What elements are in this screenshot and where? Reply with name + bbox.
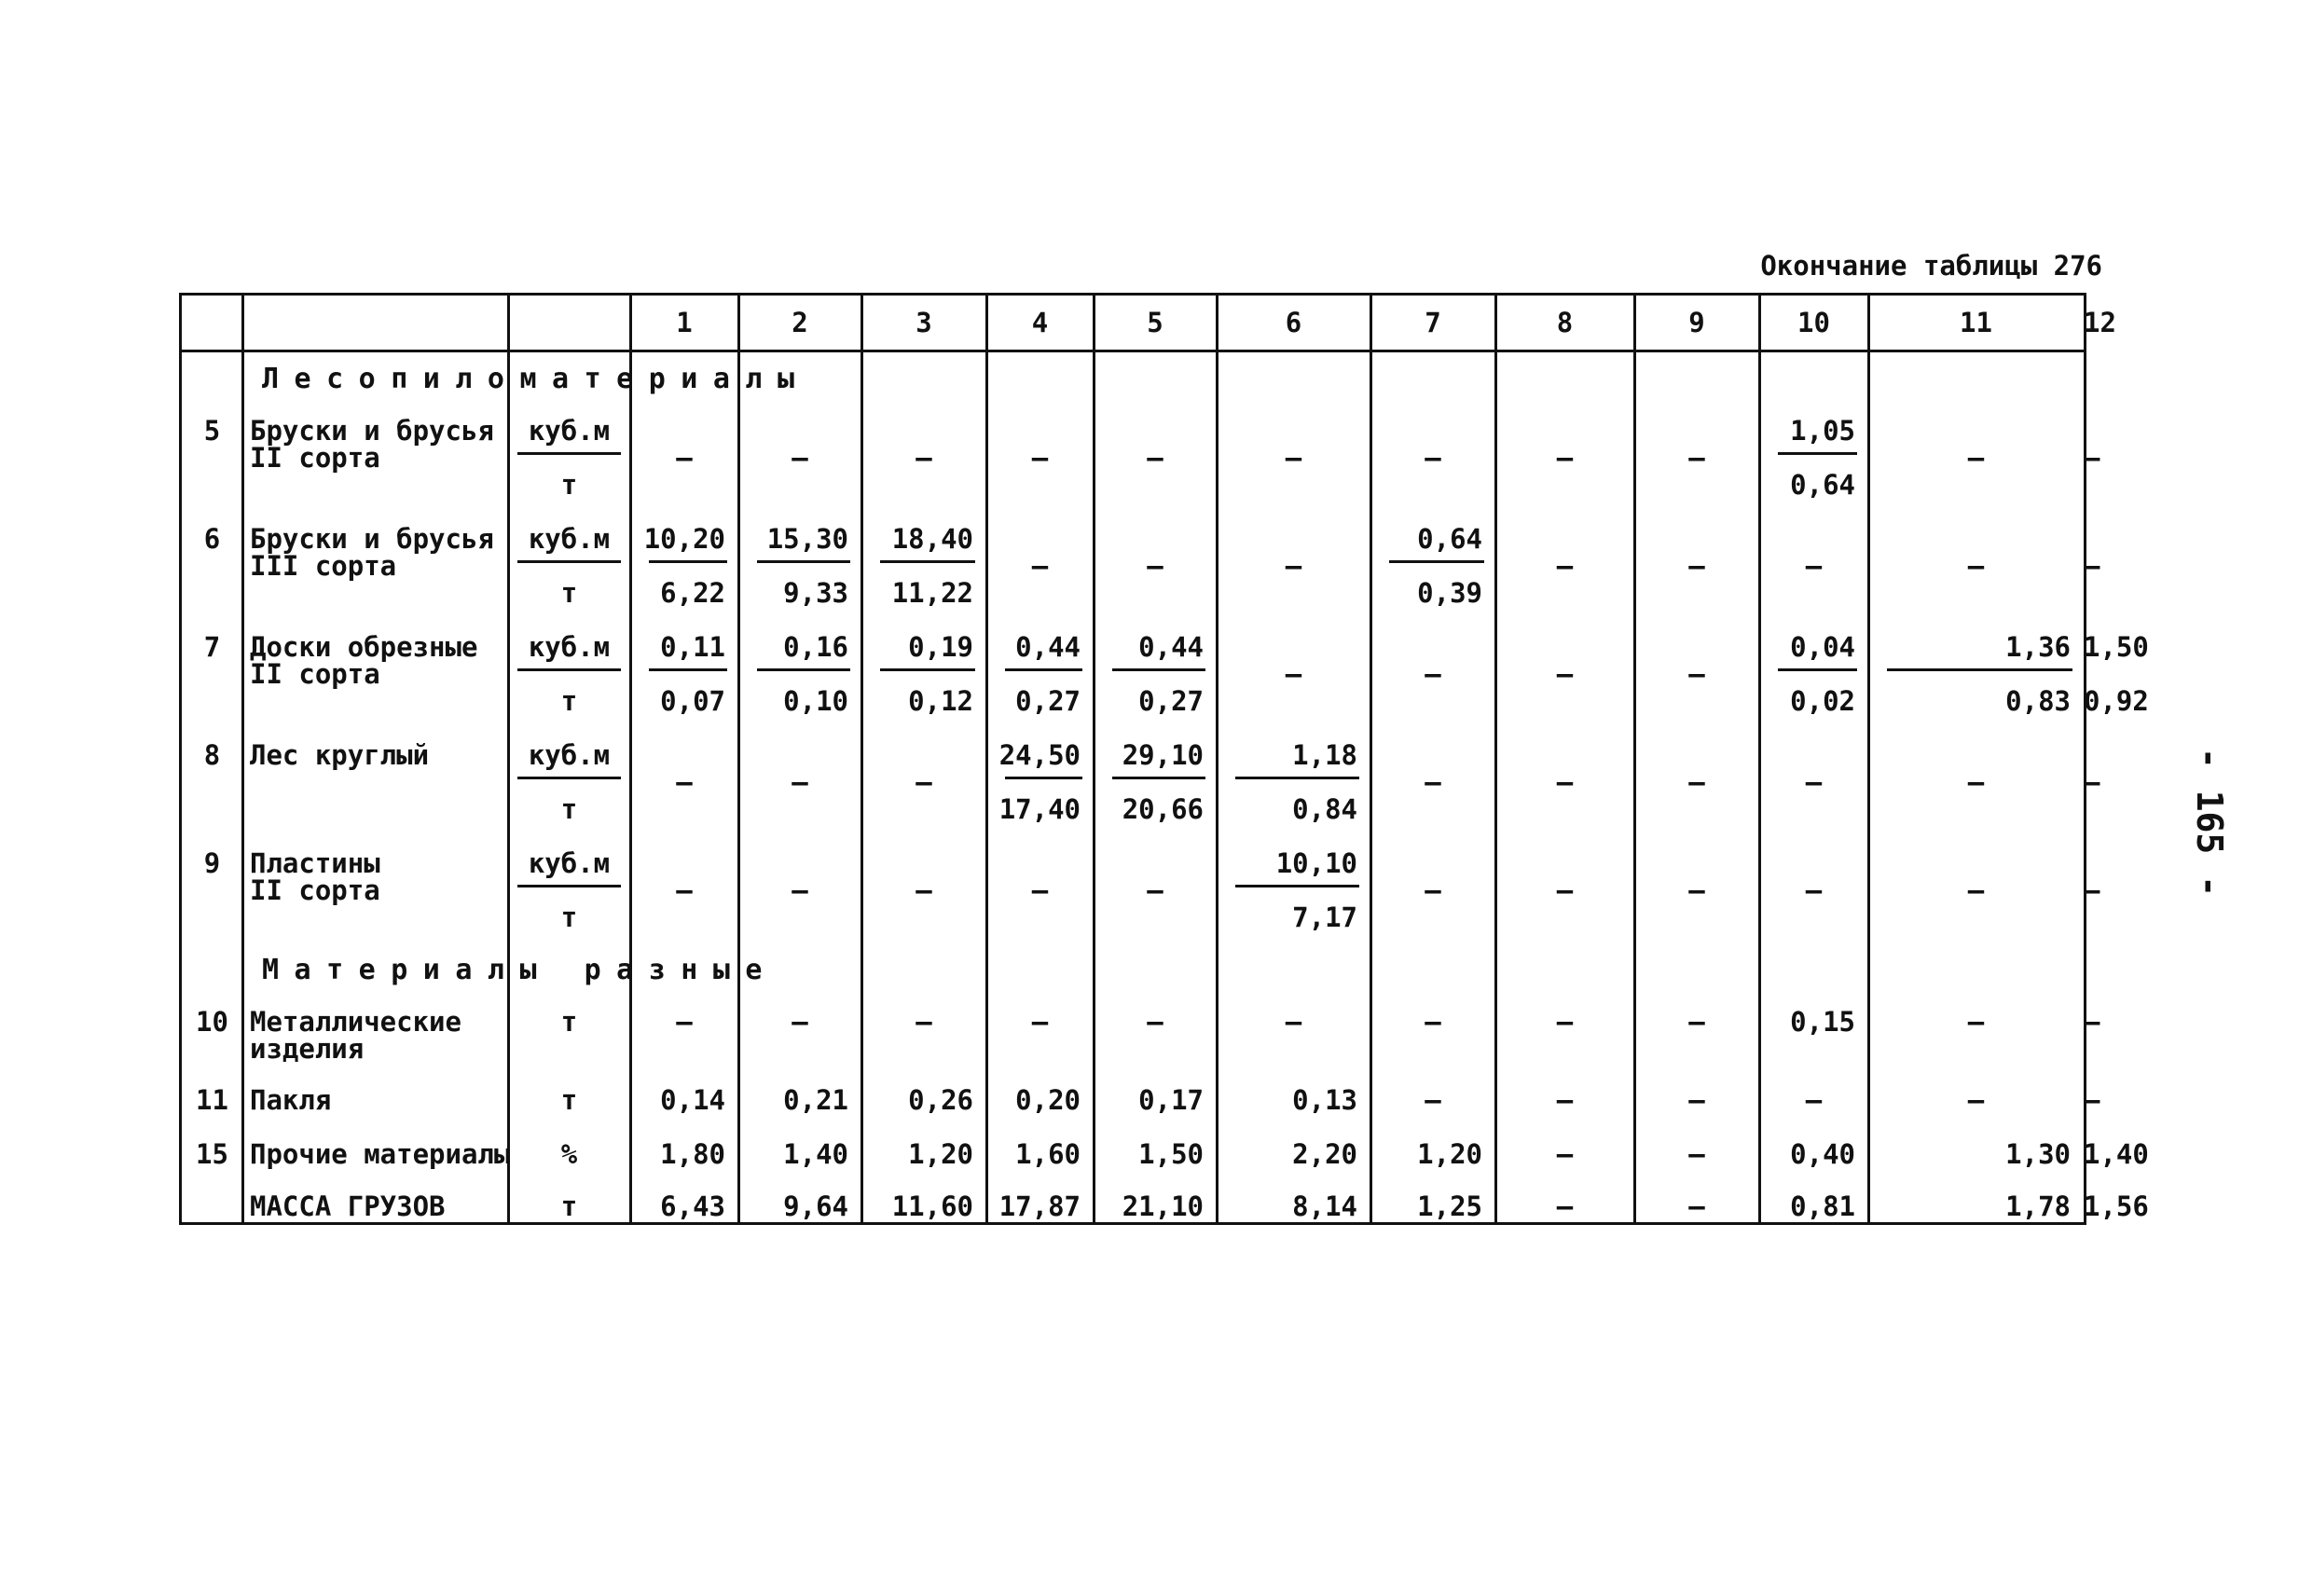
row-number: 15 [196, 1138, 228, 1170]
value-cell: 0,14 [660, 1084, 725, 1116]
value-cell: 6,22 [660, 577, 725, 609]
value-cell: – [1688, 766, 1705, 798]
header-col-5: 5 [1147, 307, 1163, 338]
column-divider [1633, 296, 1636, 1222]
value-cell: – [1967, 1084, 1985, 1116]
value-cell: – [1285, 550, 1302, 582]
value-cell: 9,64 [783, 1190, 848, 1222]
header-col-8: 8 [1556, 307, 1574, 338]
value-cell: 1,20 [1417, 1138, 1482, 1170]
section-title: Материалы разные [262, 954, 778, 986]
value-cell: – [1556, 1006, 1574, 1038]
value-cell: 21,10 [1122, 1190, 1204, 1222]
value-cell: – [916, 1006, 932, 1038]
value-cell: – [676, 442, 693, 474]
value-cell: – [2084, 550, 2100, 582]
value-cell: – [1688, 1084, 1705, 1116]
value-cell: – [1967, 1006, 1985, 1038]
material-name: II сорта [250, 874, 380, 906]
value-cell: – [1967, 766, 1985, 798]
row-number: 11 [196, 1084, 228, 1116]
value-cell: 1,36 [2005, 631, 2071, 663]
header-col-12: 12 [2084, 307, 2116, 338]
material-name: II сорта [250, 658, 380, 690]
value-cell: 0,10 [783, 685, 848, 717]
value-cell: 1,25 [1417, 1190, 1482, 1222]
value-cell: 0,02 [1790, 685, 1855, 717]
value-cell: – [1556, 658, 1574, 690]
value-cell: – [1688, 1006, 1705, 1038]
value-cell: 18,40 [891, 523, 973, 555]
unit-label: т [560, 1006, 578, 1038]
value-cell: 29,10 [1122, 739, 1204, 771]
value-cell: – [1688, 442, 1705, 474]
value-cell: – [792, 766, 808, 798]
value-cell: – [1147, 1006, 1163, 1038]
unit-label: т [560, 1190, 578, 1222]
value-cell: 1,60 [1015, 1138, 1081, 1170]
value-cell: – [1425, 442, 1441, 474]
value-cell: 11,60 [891, 1190, 973, 1222]
value-cell: – [1805, 550, 1823, 582]
value-cell: 1,40 [783, 1138, 848, 1170]
fraction-bar [517, 452, 621, 455]
value-cell: 0,39 [1417, 577, 1482, 609]
unit-label: т [560, 469, 578, 501]
fraction-bar [517, 777, 621, 779]
fraction-bar [517, 668, 621, 671]
value-cell: 0,84 [1292, 793, 1357, 825]
material-name: Лес круглый [250, 739, 430, 771]
value-cell: 17,40 [998, 793, 1081, 825]
header-col-3: 3 [916, 307, 932, 338]
value-cell: 6,43 [660, 1190, 725, 1222]
value-cell: – [1805, 1084, 1823, 1116]
row-number: 7 [203, 631, 221, 663]
fraction-bar [1778, 668, 1857, 671]
fraction-bar [1112, 668, 1205, 671]
value-cell: 1,56 [2084, 1190, 2149, 1222]
header-col-6: 6 [1285, 307, 1302, 338]
column-divider [737, 296, 740, 1222]
material-name: МАССА ГРУЗОВ [250, 1190, 446, 1222]
value-cell: – [1967, 550, 1985, 582]
value-cell: – [676, 766, 693, 798]
value-cell: 0,13 [1292, 1084, 1357, 1116]
value-cell: 0,15 [1790, 1006, 1855, 1038]
value-cell: 0,19 [908, 631, 973, 663]
value-cell: 10,10 [1275, 847, 1357, 879]
value-cell: – [676, 1006, 693, 1038]
header-col-9: 9 [1688, 307, 1705, 338]
value-cell: – [2084, 874, 2100, 906]
value-cell: 17,87 [998, 1190, 1081, 1222]
value-cell: – [1425, 766, 1441, 798]
column-divider [1867, 296, 1870, 1222]
value-cell: – [1556, 874, 1574, 906]
material-name: Бруски и брусья [250, 415, 494, 447]
value-cell: – [1688, 1138, 1705, 1170]
value-cell: – [2084, 1006, 2100, 1038]
value-cell: – [916, 874, 932, 906]
header-col-10: 10 [1797, 307, 1830, 338]
material-name: III сорта [250, 550, 397, 582]
value-cell: – [1031, 550, 1049, 582]
value-cell: – [1031, 442, 1049, 474]
value-cell: 15,30 [766, 523, 848, 555]
value-cell: – [1805, 766, 1823, 798]
value-cell: – [792, 442, 808, 474]
value-cell: – [1031, 1006, 1049, 1038]
unit-label: куб.м [528, 523, 611, 555]
value-cell: – [1425, 1084, 1441, 1116]
value-cell: 0,64 [1790, 469, 1855, 501]
fraction-bar [880, 668, 975, 671]
value-cell: – [1425, 874, 1441, 906]
value-cell: – [1556, 442, 1574, 474]
value-cell: 1,05 [1790, 415, 1855, 447]
value-cell: – [1285, 658, 1302, 690]
header-col-1: 1 [676, 307, 693, 338]
value-cell: – [916, 766, 932, 798]
unit-label: % [560, 1138, 578, 1170]
value-cell: 0,11 [660, 631, 725, 663]
row-number: 10 [196, 1006, 228, 1038]
fraction-bar [1005, 668, 1082, 671]
value-cell: – [1688, 658, 1705, 690]
value-cell: 0,27 [1015, 685, 1081, 717]
value-cell: – [1556, 550, 1574, 582]
row-number: 8 [203, 739, 221, 771]
value-cell: – [1285, 442, 1302, 474]
fraction-bar [1112, 777, 1205, 779]
unit-label: куб.м [528, 739, 611, 771]
value-cell: 1,18 [1292, 739, 1357, 771]
fraction-bar [1887, 668, 2072, 671]
value-cell: – [1688, 874, 1705, 906]
value-cell: 0,12 [908, 685, 973, 717]
value-cell: – [1425, 1006, 1441, 1038]
value-cell: – [1425, 658, 1441, 690]
value-cell: – [916, 442, 932, 474]
column-divider [860, 296, 863, 1222]
header-col-7: 7 [1425, 307, 1441, 338]
section-title: Лесопиломатериалы [262, 363, 810, 395]
header-col-4: 4 [1031, 307, 1049, 338]
value-cell: – [1688, 1190, 1705, 1222]
fraction-bar [880, 560, 975, 563]
value-cell: – [1805, 874, 1823, 906]
value-cell: 0,20 [1015, 1084, 1081, 1116]
value-cell: – [792, 874, 808, 906]
value-cell: – [676, 874, 693, 906]
material-name: Пакля [250, 1084, 332, 1116]
value-cell: 11,22 [891, 577, 973, 609]
value-cell: – [1556, 1190, 1574, 1222]
fraction-bar [649, 560, 727, 563]
fraction-bar [517, 885, 621, 887]
value-cell: – [1967, 442, 1985, 474]
value-cell: 7,17 [1292, 901, 1357, 933]
value-cell: 0,40 [1790, 1138, 1855, 1170]
fraction-bar [517, 560, 621, 563]
value-cell: 0,21 [783, 1084, 848, 1116]
value-cell: 20,66 [1122, 793, 1204, 825]
row-number: 9 [203, 847, 221, 879]
material-name: Бруски и брусья [250, 523, 494, 555]
unit-label: куб.м [528, 847, 611, 879]
value-cell: 1,50 [1138, 1138, 1204, 1170]
row-number: 6 [203, 523, 221, 555]
header-col-11: 11 [1960, 307, 1992, 338]
unit-label: т [560, 793, 578, 825]
value-cell: – [1147, 874, 1163, 906]
value-cell: – [2084, 766, 2100, 798]
fraction-bar [1005, 777, 1082, 779]
unit-label: т [560, 685, 578, 717]
unit-label: куб.м [528, 415, 611, 447]
value-cell: 1,20 [908, 1138, 973, 1170]
value-cell: – [1556, 1084, 1574, 1116]
data-table [179, 293, 2149, 1225]
fraction-bar [649, 668, 727, 671]
header-divider [182, 350, 2084, 352]
unit-label: т [560, 1084, 578, 1116]
value-cell: – [1147, 442, 1163, 474]
value-cell: – [1556, 766, 1574, 798]
material-name: изделия [250, 1033, 365, 1065]
value-cell: – [1031, 874, 1049, 906]
value-cell: 0,26 [908, 1084, 973, 1116]
value-cell: 10,20 [643, 523, 725, 555]
unit-label: куб.м [528, 631, 611, 663]
value-cell: 1,40 [2084, 1138, 2149, 1170]
value-cell: 0,64 [1417, 523, 1482, 555]
column-divider [1370, 296, 1372, 1222]
value-cell: 0,27 [1138, 685, 1204, 717]
value-cell: – [792, 1006, 808, 1038]
fraction-bar [1235, 885, 1359, 887]
table-caption: Окончание таблицы 276 [1760, 250, 2102, 282]
row-number: 5 [203, 415, 221, 447]
value-cell: – [1556, 1138, 1574, 1170]
value-cell: 1,78 [2005, 1190, 2071, 1222]
fraction-bar [1235, 777, 1359, 779]
value-cell: 24,50 [998, 739, 1081, 771]
material-name: Доски обрезные [250, 631, 478, 663]
value-cell: 0,04 [1790, 631, 1855, 663]
value-cell: – [1967, 874, 1985, 906]
value-cell: – [1285, 1006, 1302, 1038]
value-cell: 0,16 [783, 631, 848, 663]
material-name: Пластины [250, 847, 380, 879]
column-divider [1494, 296, 1497, 1222]
fraction-bar [1389, 560, 1484, 563]
value-cell: 1,30 [2005, 1138, 2071, 1170]
material-name: Прочие материалы [250, 1138, 511, 1170]
value-cell: – [1147, 550, 1163, 582]
value-cell: 0,44 [1015, 631, 1081, 663]
value-cell: – [2084, 442, 2100, 474]
fraction-bar [757, 668, 850, 671]
header-col-2: 2 [792, 307, 808, 338]
value-cell: 1,50 [2084, 631, 2149, 663]
value-cell: 0,17 [1138, 1084, 1204, 1116]
value-cell: 2,20 [1292, 1138, 1357, 1170]
value-cell: 0,07 [660, 685, 725, 717]
value-cell: 8,14 [1292, 1190, 1357, 1222]
value-cell: 0,44 [1138, 631, 1204, 663]
material-name: Металлические [250, 1006, 461, 1038]
unit-label: т [560, 901, 578, 933]
unit-label: т [560, 577, 578, 609]
material-name: II сорта [250, 442, 380, 474]
fraction-bar [1778, 452, 1857, 455]
value-cell: – [1688, 550, 1705, 582]
value-cell: 0,92 [2084, 685, 2149, 717]
value-cell: 0,81 [1790, 1190, 1855, 1222]
value-cell: 9,33 [783, 577, 848, 609]
fraction-bar [757, 560, 850, 563]
page-number: - 165 - [2189, 747, 2231, 898]
value-cell: 1,80 [660, 1138, 725, 1170]
value-cell: 0,83 [2005, 685, 2071, 717]
value-cell: – [2084, 1084, 2100, 1116]
